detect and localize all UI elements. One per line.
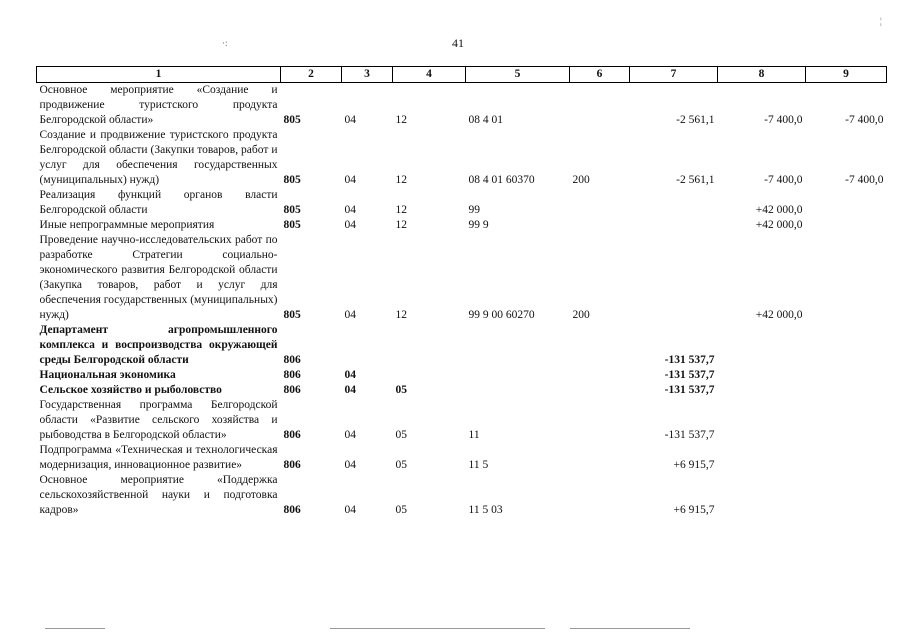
target-article-cell: 08 4 01 xyxy=(468,114,503,126)
target-article-cell: 99 xyxy=(468,204,480,216)
amount-cell: +6 915,7 xyxy=(673,459,715,471)
amount-cell: -7 400,0 xyxy=(845,174,884,186)
ministry-code-cell: 806 xyxy=(283,384,301,396)
column-header: 4 xyxy=(393,67,466,83)
expense-type-cell xyxy=(570,383,630,398)
amount-cell xyxy=(806,233,887,323)
target-article-cell: 11 xyxy=(468,429,480,441)
target-article-cell: 99 9 00 60270 xyxy=(468,309,535,321)
amount-cell: +6 915,7 xyxy=(673,504,715,516)
amount-cell: +42 000,0 xyxy=(755,204,803,216)
subsection-cell: 12 xyxy=(395,309,407,321)
amount-cell: +42 000,0 xyxy=(755,309,803,321)
amount-cell xyxy=(806,443,887,473)
amount-cell xyxy=(718,383,806,398)
section-cell: 04 xyxy=(344,429,356,441)
description-cell: Проведение научно-исследовательских работ по разработке Стратегии социально-экономического развития Белгородской области (Закупка товаров, работ и услуг для обеспечения государственных (муниципальных) нужд) xyxy=(39,234,278,321)
section-cell: 04 xyxy=(344,309,356,321)
subsection-cell: 12 xyxy=(395,219,407,231)
target-article-cell xyxy=(466,368,570,383)
ministry-code-cell: 805 xyxy=(283,309,301,321)
column-header: 6 xyxy=(570,67,630,83)
ministry-code-cell: 805 xyxy=(283,204,301,216)
table-row xyxy=(37,443,887,473)
table-row xyxy=(37,188,887,218)
description-cell: Подпрограмма «Техническая и технологическая модернизация, инновационное развитие» xyxy=(39,444,278,471)
amount-cell: -131 537,7 xyxy=(664,369,715,381)
expense-type-cell: 200 xyxy=(572,309,590,321)
section-cell: 04 xyxy=(344,174,356,186)
target-article-cell: 11 5 03 xyxy=(468,504,503,516)
ministry-code-cell: 805 xyxy=(283,219,301,231)
ministry-code-cell: 805 xyxy=(283,174,301,186)
table-row xyxy=(37,368,887,383)
ministry-code-cell: 806 xyxy=(283,354,301,366)
amount-cell xyxy=(806,218,887,233)
table-header-row xyxy=(37,67,887,83)
expense-type-cell xyxy=(570,188,630,218)
scan-artifact-lines xyxy=(0,628,905,638)
ministry-code-cell: 806 xyxy=(283,459,301,471)
amount-cell xyxy=(806,398,887,443)
section-cell: 04 xyxy=(344,459,356,471)
ministry-code-cell: 806 xyxy=(283,504,301,516)
amount-cell xyxy=(630,218,718,233)
description-cell: Реализация функций органов власти Белгородской области xyxy=(39,189,278,216)
table-row xyxy=(37,218,887,233)
section-cell: 04 xyxy=(344,219,356,231)
page-number: 41 xyxy=(452,36,464,50)
subsection-cell: 05 xyxy=(395,429,407,441)
table-row xyxy=(37,128,887,188)
description-cell: Создание и продвижение туристского продукта Белгородской области (Закупки товаров, работ и услуг для обеспечения государственных (муниципальных) нужд) xyxy=(39,129,278,186)
description-cell: Сельское хозяйство и рыболовство xyxy=(39,384,222,396)
amount-cell xyxy=(718,473,806,518)
subsection-cell: 12 xyxy=(395,204,407,216)
table-row xyxy=(37,383,887,398)
target-article-cell: 11 5 xyxy=(468,459,489,471)
amount-cell xyxy=(630,188,718,218)
target-article-cell xyxy=(466,323,570,368)
amount-cell xyxy=(806,188,887,218)
ministry-code-cell: 806 xyxy=(283,429,301,441)
amount-cell: -2 561,1 xyxy=(676,174,715,186)
expense-type-cell xyxy=(570,368,630,383)
table-body xyxy=(37,83,887,519)
description-cell: Основное мероприятие «Создание и продвижение туристского продукта Белгородской области» xyxy=(39,84,278,126)
amount-cell: -131 537,7 xyxy=(664,354,715,366)
amount-cell xyxy=(806,473,887,518)
amount-cell: +42 000,0 xyxy=(755,219,803,231)
target-article-cell xyxy=(466,383,570,398)
ministry-code-cell: 806 xyxy=(283,369,301,381)
target-article-cell: 99 9 xyxy=(468,219,489,231)
amount-cell xyxy=(718,443,806,473)
amount-cell: -2 561,1 xyxy=(676,114,715,126)
section-cell: 04 xyxy=(344,384,356,396)
subsection-cell: 12 xyxy=(395,174,407,186)
table-row xyxy=(37,473,887,518)
subsection-cell: 05 xyxy=(395,504,407,516)
amount-cell xyxy=(718,398,806,443)
amount-cell xyxy=(718,368,806,383)
amount-cell: -131 537,7 xyxy=(664,429,715,441)
subsection-cell: 12 xyxy=(395,114,407,126)
column-header: 1 xyxy=(37,67,281,83)
table-row xyxy=(37,323,887,368)
amount-cell xyxy=(806,323,887,368)
column-header: 8 xyxy=(718,67,806,83)
description-cell: Национальная экономика xyxy=(39,369,176,381)
column-header: 9 xyxy=(806,67,887,83)
subsection-cell xyxy=(393,323,466,368)
amount-cell: -7 400,0 xyxy=(764,174,803,186)
section-cell xyxy=(342,323,393,368)
expense-type-cell xyxy=(570,398,630,443)
section-cell: 04 xyxy=(344,369,356,381)
amount-cell xyxy=(806,383,887,398)
expense-type-cell xyxy=(570,443,630,473)
expense-type-cell: 200 xyxy=(572,174,590,186)
subsection-cell xyxy=(393,368,466,383)
scan-speck: ·: xyxy=(222,38,228,48)
amount-cell xyxy=(630,233,718,323)
expense-type-cell xyxy=(570,218,630,233)
description-cell: Государственная программа Белгородской области «Развитие сельского хозяйства и рыбоводства в Белгородской области» xyxy=(39,399,278,441)
description-cell: Основное мероприятие «Поддержка сельскохозяйственной науки и подготовка кадров» xyxy=(39,474,278,516)
subsection-cell: 05 xyxy=(395,459,407,471)
subsection-cell: 05 xyxy=(395,384,407,396)
expense-type-cell xyxy=(570,473,630,518)
expense-type-cell xyxy=(570,323,630,368)
section-cell: 04 xyxy=(344,504,356,516)
amount-cell xyxy=(806,368,887,383)
table-row xyxy=(37,83,887,129)
description-cell: Иные непрограммные мероприятия xyxy=(39,219,215,231)
amount-cell: -7 400,0 xyxy=(845,114,884,126)
expense-type-cell xyxy=(570,83,630,129)
ministry-code-cell: 805 xyxy=(283,114,301,126)
budget-table xyxy=(36,66,887,518)
column-header: 7 xyxy=(630,67,718,83)
description-cell: Департамент агропромышленного комплекса и воспроизводства окружающей среды Белгородской области xyxy=(39,324,278,366)
column-header: 3 xyxy=(342,67,393,83)
amount-cell xyxy=(718,323,806,368)
amount-cell: -131 537,7 xyxy=(664,384,715,396)
section-cell: 04 xyxy=(344,204,356,216)
amount-cell: -7 400,0 xyxy=(764,114,803,126)
target-article-cell: 08 4 01 60370 xyxy=(468,174,535,186)
section-cell: 04 xyxy=(344,114,356,126)
table-row xyxy=(37,398,887,443)
column-header: 5 xyxy=(466,67,570,83)
column-header: 2 xyxy=(281,67,342,83)
scan-speck: ¦ xyxy=(880,16,882,26)
table-row xyxy=(37,233,887,323)
